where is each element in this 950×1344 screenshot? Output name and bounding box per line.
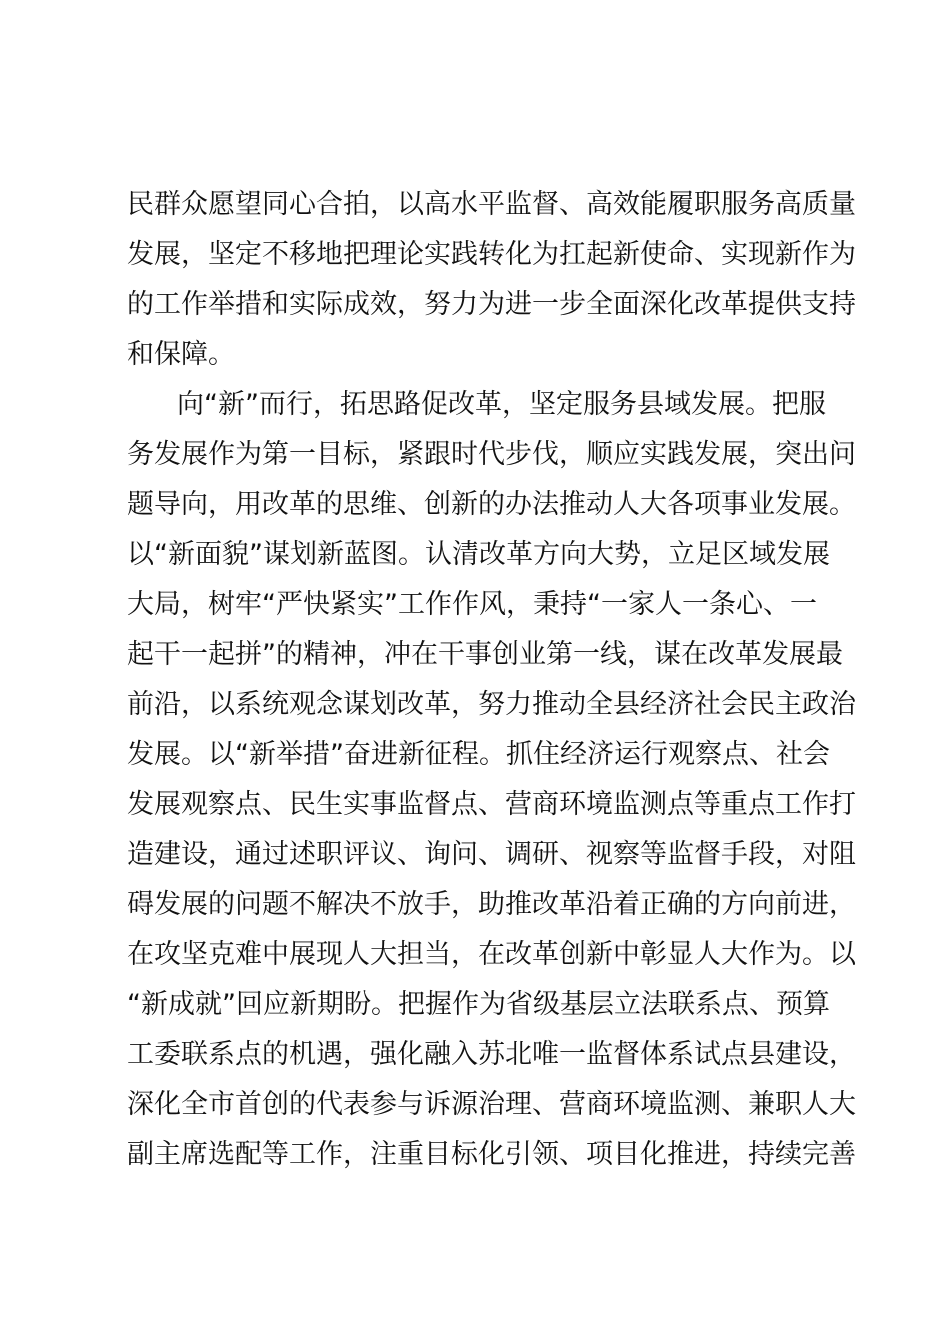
text-line: 以“新面貌”谋划新蓝图。认清改革方向大势，立足区域发展	[127, 539, 830, 570]
text-line: 题导向，用改革的思维、创新的办法推动人大各项事业发展。	[127, 489, 856, 520]
text-line: 副主席选配等工作，注重目标化引领、项目化推进，持续完善	[127, 1139, 856, 1170]
text-line: 发展观察点、民生实事监督点、营商环境监测点等重点工作打	[127, 789, 856, 820]
body-text	[127, 180, 856, 1180]
text-line: 在攻坚克难中展现人大担当，在改革创新中彰显人大作为。以	[127, 939, 856, 970]
text-line: 前沿，以系统观念谋划改革，努力推动全县经济社会民主政治	[127, 689, 856, 720]
text-line: 发展，坚定不移地把理论实践转化为扛起新使命、实现新作为	[127, 239, 856, 270]
text-line: 和保障。	[127, 339, 235, 370]
text-line: 务发展作为第一目标，紧跟时代步伐，顺应实践发展，突出问	[127, 439, 856, 470]
text-line: 民群众愿望同心合拍，以高水平监督、高效能履职服务高质量	[127, 189, 856, 220]
text-line: 造建设，通过述职评议、询问、调研、视察等监督手段，对阻	[127, 839, 856, 870]
text-line: 深化全市首创的代表参与诉源治理、营商环境监测、兼职人大	[127, 1089, 856, 1120]
text-line: 的工作举措和实际成效，努力为进一步全面深化改革提供支持	[127, 289, 856, 320]
text-line: 工委联系点的机遇，强化融入苏北唯一监督体系试点县建设，	[127, 1039, 856, 1070]
paragraph-first-line: 向“新”而行，拓思路促改革，坚定服务县域发展。把服	[177, 389, 826, 420]
text-line: 大局，树牢“严快紧实”工作作风，秉持“一家人一条心、一	[127, 589, 817, 620]
text-line: 碍发展的问题不解决不放手，助推改革沿着正确的方向前进，	[127, 889, 856, 920]
text-line: 起干一起拼”的精神，冲在干事创业第一线，谋在改革发展最	[127, 639, 843, 670]
text-line: “新成就”回应新期盼。把握作为省级基层立法联系点、预算	[127, 989, 830, 1020]
text-line: 发展。以“新举措”奋进新征程。抓住经济运行观察点、社会	[127, 739, 830, 770]
